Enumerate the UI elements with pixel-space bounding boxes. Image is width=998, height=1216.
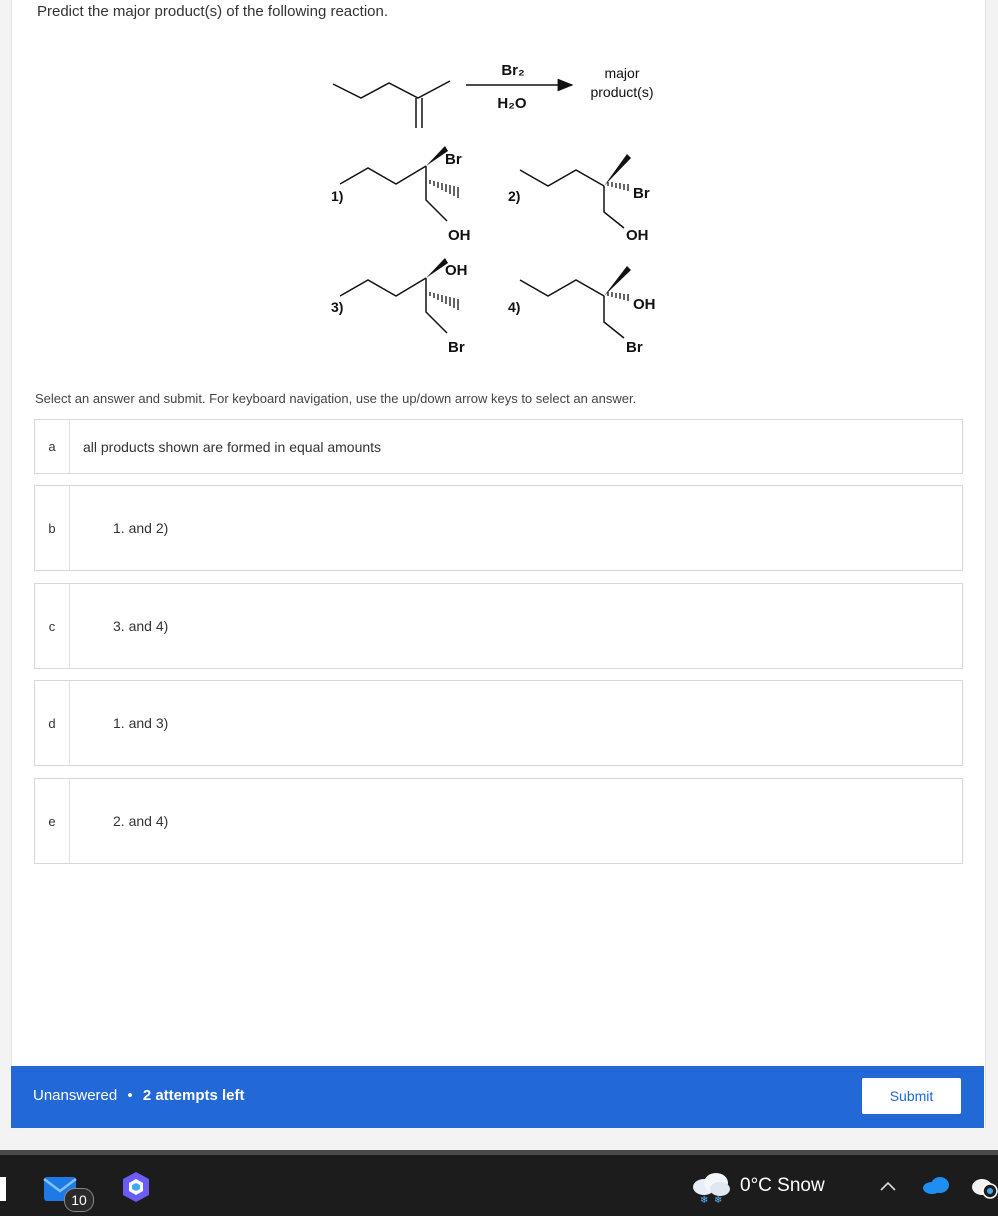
structure-1: [331, 146, 471, 244]
option-d[interactable]: [34, 680, 963, 766]
submit-button[interactable]: Submit: [862, 1078, 961, 1114]
substituent-bottom: OH: [448, 227, 471, 244]
option-letter: b: [35, 486, 70, 570]
structure-number: 2): [508, 188, 521, 204]
submission-footer: [11, 1066, 984, 1128]
option-letter: c: [35, 584, 70, 668]
substituent-side: OH: [633, 296, 656, 313]
option-text: 3. and 4): [113, 618, 169, 634]
status-separator: •: [127, 1087, 133, 1104]
option-letter: e: [35, 779, 70, 863]
network-cloud-icon[interactable]: [970, 1175, 998, 1199]
reagent-top: Br₂: [501, 62, 525, 79]
mail-unread-badge: 10: [64, 1188, 94, 1212]
substituent-top: OH: [445, 262, 468, 279]
starting-material: [333, 81, 450, 128]
option-b[interactable]: [34, 485, 963, 571]
taskbar: [0, 1150, 998, 1216]
structure-number: 4): [508, 299, 521, 315]
substituent-top: Br: [445, 151, 462, 168]
substituent-bottom: Br: [448, 339, 465, 356]
structure-4: [508, 266, 656, 356]
question-text: Predict the major product(s) of the following reaction.: [37, 3, 388, 20]
attempts-left: 2 attempts left: [142, 1087, 245, 1104]
option-letter: a: [35, 420, 70, 473]
status-label: Unanswered: [33, 1087, 118, 1104]
svg-text:❄: ❄: [700, 1195, 709, 1205]
attempt-status: [33, 1087, 245, 1104]
substituent-bottom: OH: [626, 227, 649, 244]
option-text: 2. and 4): [113, 813, 169, 829]
snow-cloud-icon: [690, 1169, 732, 1205]
svg-text:❄: ❄: [714, 1195, 723, 1205]
structure-2: [508, 154, 650, 244]
weather-readout[interactable]: 0°C Snow: [740, 1175, 825, 1196]
structure-number: 3): [331, 299, 344, 315]
substituent-bottom: Br: [626, 339, 643, 356]
option-a[interactable]: [34, 419, 963, 474]
taskbar-edge: [0, 1177, 6, 1201]
structure-number: 1): [331, 188, 344, 204]
substituent-side: Br: [633, 185, 650, 202]
copilot-icon[interactable]: [118, 1169, 154, 1205]
option-c[interactable]: [34, 583, 963, 669]
option-text: all products shown are formed in equal amounts: [83, 438, 382, 455]
option-letter: d: [35, 681, 70, 765]
chevron-up-icon[interactable]: [878, 1179, 898, 1193]
product-label-line1: major: [604, 65, 640, 81]
structure-3: [331, 258, 468, 356]
onedrive-cloud-icon[interactable]: [922, 1175, 950, 1195]
product-label-line2: product(s): [590, 84, 654, 100]
reaction-scheme: [0, 0, 998, 380]
option-text: 1. and 2): [113, 520, 169, 536]
reagent-bottom: H₂O: [497, 95, 527, 112]
option-text: 1. and 3): [113, 715, 169, 731]
instructions-text: Select an answer and submit. For keyboard navigation, use the up/down arrow keys to select an answer.: [35, 391, 637, 406]
option-e[interactable]: [34, 778, 963, 864]
